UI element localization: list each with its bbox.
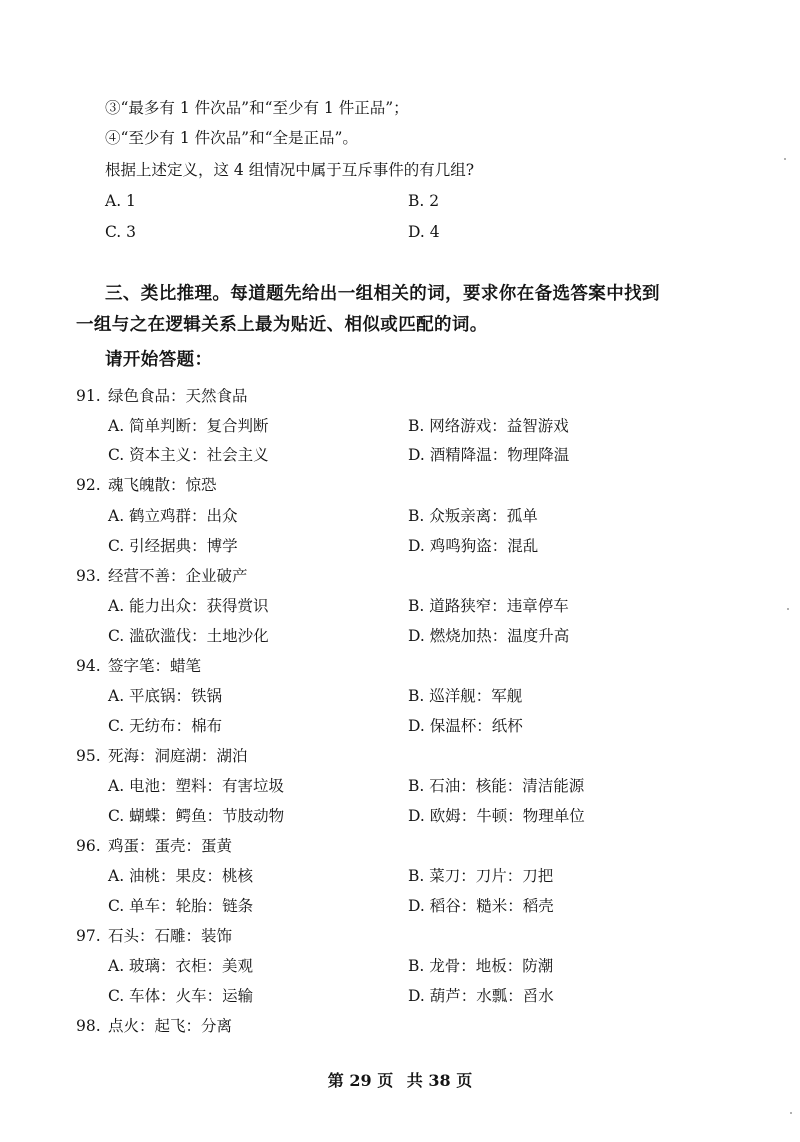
page-number: 第 29 页 (327, 1071, 394, 1090)
question-92-option-c: C. 引经据典：博学 (108, 537, 238, 555)
scan-speck (790, 1112, 792, 1114)
question-stem: 经营不善：企业破产 (108, 567, 248, 585)
question-96-option-a: A. 油桃：果皮：桃核 (108, 867, 254, 885)
scan-speck (787, 608, 789, 610)
question-92-option-a: A. 鹤立鸡群：出众 (108, 507, 238, 525)
question-94-option-a: A. 平底锅：铁锅 (108, 687, 223, 705)
prev-option-c: C. 3 (105, 223, 137, 241)
question-94-option-b: B. 巡洋舰：军舰 (408, 687, 523, 705)
question-92-stem (76, 475, 217, 495)
question-stem: 签字笔：蜡笔 (108, 657, 202, 675)
question-number: 92. (76, 476, 101, 494)
question-95-stem (76, 746, 248, 766)
question-97-option-c: C. 车体：火车：运输 (108, 987, 254, 1005)
question-94-option-c: C. 无纺布：棉布 (108, 717, 223, 735)
question-91-option-b: B. 网络游戏：益智游戏 (408, 417, 569, 435)
question-93-option-b: B. 道路狭窄：违章停车 (408, 597, 569, 615)
question-stem: 绿色食品：天然食品 (108, 387, 248, 405)
question-91-option-d: D. 酒精降温：物理降温 (408, 446, 570, 464)
question-97-option-b: B. 龙骨：地板：防潮 (408, 957, 554, 975)
question-97-option-a: A. 玻璃：衣柜：美观 (108, 957, 254, 975)
question-95-option-c: C. 蝴蝶：鳄鱼：节肢动物 (108, 807, 285, 825)
question-91-option-c: C. 资本主义：社会主义 (108, 446, 269, 464)
prev-item-4: ④“至少有 1 件次品”和“全是正品”。 (105, 129, 358, 147)
question-93-option-d: D. 燃烧加热：温度升高 (408, 627, 570, 645)
prev-option-d: D. 4 (408, 223, 440, 241)
question-93-option-a: A. 能力出众：获得赏识 (108, 597, 269, 615)
question-number: 91. (76, 387, 101, 405)
question-stem: 魂飞魄散：惊恐 (108, 476, 217, 494)
question-96-option-b: B. 菜刀：刀片：刀把 (408, 867, 554, 885)
question-96-option-c: C. 单车：轮胎：链条 (108, 897, 254, 915)
question-number: 95. (76, 747, 101, 765)
question-stem: 鸡蛋：蛋壳：蛋黄 (108, 837, 233, 855)
section-heading-line2: 一组与之在逻辑关系上最为贴近、相似或匹配的词。 (76, 315, 488, 335)
page-footer (0, 1068, 800, 1091)
question-92-option-b: B. 众叛亲离：孤单 (408, 507, 538, 525)
question-stem: 点火：起飞：分离 (108, 1017, 233, 1035)
question-number: 93. (76, 567, 101, 585)
question-91-stem (76, 386, 248, 406)
question-stem: 石头：石雕：装饰 (108, 927, 233, 945)
question-stem: 死海：洞庭湖：湖泊 (108, 747, 248, 765)
question-98-stem (76, 1016, 232, 1036)
question-93-option-c: C. 滥砍滥伐：土地沙化 (108, 627, 269, 645)
question-95-option-d: D. 欧姆：牛顿：物理单位 (408, 807, 585, 825)
question-94-stem (76, 656, 201, 676)
question-95-option-a: A. 电池：塑料：有害垃圾 (108, 777, 285, 795)
question-number: 96. (76, 837, 101, 855)
page-total: 共 38 页 (406, 1071, 473, 1090)
question-93-stem (76, 566, 248, 586)
question-91-option-a: A. 简单判断：复合判断 (108, 417, 269, 435)
question-97-stem (76, 926, 232, 946)
question-96-stem (76, 836, 232, 856)
question-94-option-d: D. 保温杯：纸杯 (408, 717, 523, 735)
question-92-option-d: D. 鸡鸣狗盗：混乱 (408, 537, 539, 555)
scan-speck (784, 158, 786, 160)
question-95-option-b: B. 石油：核能：清洁能源 (408, 777, 585, 795)
section-start-label: 请开始答题： (105, 350, 213, 370)
prev-option-b: B. 2 (408, 192, 440, 210)
section-heading-line1: 三、类比推理。每道题先给出一组相关的词，要求你在备选答案中找到 (105, 284, 660, 304)
question-96-option-d: D. 稻谷：糙米：稻壳 (408, 897, 554, 915)
question-number: 98. (76, 1017, 101, 1035)
question-number: 94. (76, 657, 101, 675)
prev-option-a: A. 1 (105, 192, 136, 210)
question-number: 97. (76, 927, 101, 945)
prev-question-text: 根据上述定义，这 4 组情况中属于互斥事件的有几组? (105, 161, 475, 179)
question-97-option-d: D. 葫芦：水瓢：舀水 (408, 987, 554, 1005)
prev-item-3: ③“最多有 1 件次品”和“至少有 1 件正品”； (105, 99, 409, 117)
